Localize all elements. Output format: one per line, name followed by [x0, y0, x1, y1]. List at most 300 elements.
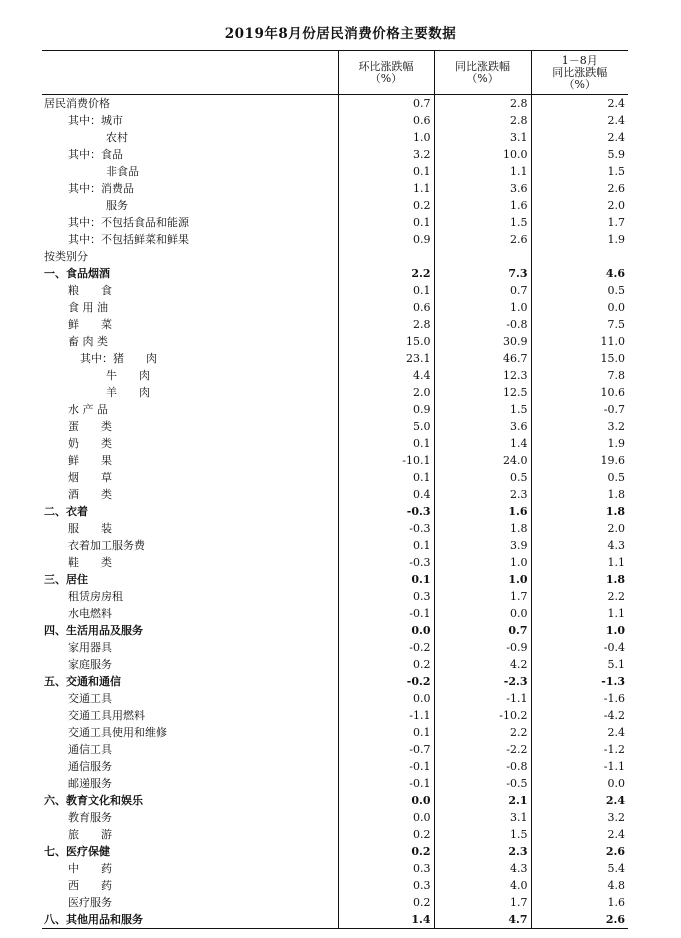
- table-row: [42, 231, 628, 248]
- value-ytd: 15.0: [531, 350, 628, 367]
- table-row: [42, 418, 628, 435]
- table-row: [42, 95, 628, 113]
- category-row: [42, 673, 628, 690]
- value-mom: 4.4: [338, 367, 434, 384]
- row-label-cell: [42, 452, 338, 469]
- table-row: [42, 163, 628, 180]
- row-label-cell: [42, 316, 338, 333]
- row-label: 鞋 类: [68, 556, 112, 569]
- row-label: 烟 草: [68, 471, 112, 484]
- value-mom: 3.2: [338, 146, 434, 163]
- value-mom: 1.0: [338, 129, 434, 146]
- value-ytd: 2.4: [531, 724, 628, 741]
- row-label: 其中：不包括鲜菜和鲜果: [68, 233, 189, 246]
- value-ytd: 19.6: [531, 452, 628, 469]
- value-mom: 0.9: [338, 401, 434, 418]
- value-ytd: -1.6: [531, 690, 628, 707]
- row-label: 水 产 品: [68, 403, 108, 416]
- row-label-cell: [42, 826, 338, 843]
- row-label: 居民消费价格: [44, 97, 110, 110]
- value-ytd: 1.9: [531, 231, 628, 248]
- row-label-cell: [42, 333, 338, 350]
- row-label: 交通工具: [68, 692, 112, 705]
- row-label-cell: [42, 690, 338, 707]
- value-yoy: 30.9: [434, 333, 531, 350]
- value-mom: -1.1: [338, 707, 434, 724]
- row-label: 二、衣着: [44, 505, 88, 518]
- value-mom: 0.1: [338, 214, 434, 231]
- row-label: 畜 肉 类: [68, 335, 108, 348]
- header-mom-label: 环比涨跌幅: [358, 59, 414, 73]
- row-label-cell: [42, 282, 338, 299]
- row-label-cell: [42, 673, 338, 690]
- row-label-cell: [42, 588, 338, 605]
- header-yoy-unit: （%）: [466, 71, 499, 85]
- row-label-cell: [42, 265, 338, 282]
- value-yoy: 0.7: [434, 622, 531, 639]
- value-mom: 0.2: [338, 894, 434, 911]
- value-mom: -0.3: [338, 520, 434, 537]
- table-row: [42, 401, 628, 418]
- value-yoy: 0.5: [434, 469, 531, 486]
- value-mom: 0.2: [338, 843, 434, 860]
- value-ytd: 2.6: [531, 180, 628, 197]
- row-label-cell: [42, 758, 338, 775]
- row-label-cell: [42, 401, 338, 418]
- value-yoy: 7.3: [434, 265, 531, 282]
- value-mom: -0.3: [338, 503, 434, 520]
- value-ytd: 2.0: [531, 520, 628, 537]
- row-label-cell: [42, 571, 338, 588]
- value-mom: -0.1: [338, 605, 434, 622]
- value-yoy: 1.0: [434, 299, 531, 316]
- value-yoy: 1.5: [434, 214, 531, 231]
- value-yoy: 1.1: [434, 163, 531, 180]
- value-ytd: 0.5: [531, 469, 628, 486]
- row-label: 鲜 果: [68, 454, 112, 467]
- row-label-cell: [42, 707, 338, 724]
- row-label: 四、生活用品及服务: [44, 624, 143, 637]
- row-label: 七、医疗保健: [44, 845, 110, 858]
- value-yoy: 1.5: [434, 401, 531, 418]
- value-mom: 0.6: [338, 112, 434, 129]
- row-label: 其中：猪 肉: [80, 352, 157, 365]
- row-label: 家庭服务: [68, 658, 112, 671]
- row-label: 通信工具: [68, 743, 112, 756]
- table-row: [42, 180, 628, 197]
- value-ytd: 4.6: [531, 265, 628, 282]
- value-ytd: 2.2: [531, 588, 628, 605]
- table-row: [42, 299, 628, 316]
- table-row: [42, 809, 628, 826]
- value-ytd: 1.1: [531, 554, 628, 571]
- row-label-cell: [42, 214, 338, 231]
- value-ytd: -4.2: [531, 707, 628, 724]
- value-mom: 2.8: [338, 316, 434, 333]
- table-row: [42, 350, 628, 367]
- row-label: 其中：城市: [68, 114, 123, 127]
- row-label-cell: [42, 809, 338, 826]
- value-yoy: 2.2: [434, 724, 531, 741]
- value-mom: 0.2: [338, 656, 434, 673]
- table-row: [42, 537, 628, 554]
- value-mom: 0.0: [338, 622, 434, 639]
- value-ytd: 2.4: [531, 826, 628, 843]
- table-row: [42, 112, 628, 129]
- table-row: [42, 520, 628, 537]
- row-label-cell: [42, 537, 338, 554]
- category-row: [42, 911, 628, 929]
- value-ytd: -1.1: [531, 758, 628, 775]
- value-ytd: 2.6: [531, 843, 628, 860]
- value-mom: -0.1: [338, 775, 434, 792]
- row-label: 牛 肉: [106, 369, 150, 382]
- value-ytd: [531, 248, 628, 265]
- row-label-cell: [42, 350, 338, 367]
- table-row: [42, 554, 628, 571]
- value-mom: 0.3: [338, 860, 434, 877]
- table-row: [42, 724, 628, 741]
- table-row: [42, 826, 628, 843]
- row-label-cell: [42, 622, 338, 639]
- header-yoy-label: 同比涨跌幅: [455, 59, 510, 73]
- row-label: 服务: [106, 199, 128, 212]
- value-yoy: 4.7: [434, 911, 531, 929]
- row-label: 水电燃料: [68, 607, 112, 620]
- value-ytd: -0.4: [531, 639, 628, 656]
- table-row: [42, 367, 628, 384]
- value-mom: -0.2: [338, 673, 434, 690]
- value-yoy: 1.4: [434, 435, 531, 452]
- value-yoy: 3.6: [434, 418, 531, 435]
- value-yoy: 4.0: [434, 877, 531, 894]
- value-yoy: -1.1: [434, 690, 531, 707]
- value-yoy: 0.0: [434, 605, 531, 622]
- value-mom: 0.7: [338, 95, 434, 113]
- value-mom: 0.0: [338, 792, 434, 809]
- table-row: [42, 435, 628, 452]
- row-label-cell: [42, 877, 338, 894]
- value-ytd: 5.1: [531, 656, 628, 673]
- table-header-row: [42, 51, 628, 95]
- header-mom: [338, 51, 434, 95]
- value-yoy: 2.3: [434, 486, 531, 503]
- row-label-cell: [42, 163, 338, 180]
- value-ytd: 7.5: [531, 316, 628, 333]
- value-mom: 0.0: [338, 809, 434, 826]
- value-mom: 0.3: [338, 877, 434, 894]
- table-row: [42, 333, 628, 350]
- row-label-cell: [42, 418, 338, 435]
- value-yoy: 1.7: [434, 894, 531, 911]
- table-row: [42, 588, 628, 605]
- value-yoy: 12.3: [434, 367, 531, 384]
- value-ytd: 2.6: [531, 911, 628, 929]
- row-label: 通信服务: [68, 760, 112, 773]
- value-mom: -0.7: [338, 741, 434, 758]
- table-row: [42, 656, 628, 673]
- row-label-cell: [42, 792, 338, 809]
- value-mom: 0.0: [338, 690, 434, 707]
- row-label-cell: [42, 95, 338, 113]
- value-mom: 0.4: [338, 486, 434, 503]
- row-label: 中 药: [68, 862, 112, 875]
- value-yoy: 1.7: [434, 588, 531, 605]
- value-yoy: -0.9: [434, 639, 531, 656]
- table-row: [42, 214, 628, 231]
- row-label-cell: [42, 503, 338, 520]
- header-ytd-label: 同比涨跌幅: [552, 65, 608, 79]
- table-row: [42, 469, 628, 486]
- value-ytd: 0.5: [531, 282, 628, 299]
- row-label: 邮递服务: [68, 777, 112, 790]
- row-label-cell: [42, 435, 338, 452]
- value-mom: 0.9: [338, 231, 434, 248]
- value-ytd: 1.8: [531, 571, 628, 588]
- row-label: 交通工具使用和维修: [68, 726, 167, 739]
- value-mom: 2.0: [338, 384, 434, 401]
- row-label: 食 用 油: [68, 301, 108, 314]
- value-yoy: 2.8: [434, 95, 531, 113]
- value-ytd: 5.4: [531, 860, 628, 877]
- row-label: 租赁房房租: [68, 590, 123, 603]
- value-mom: [338, 248, 434, 265]
- value-mom: 1.1: [338, 180, 434, 197]
- row-label: 衣着加工服务费: [68, 539, 145, 552]
- row-label-cell: [42, 112, 338, 129]
- row-label: 非食品: [106, 165, 139, 178]
- value-ytd: 7.8: [531, 367, 628, 384]
- value-yoy: 2.1: [434, 792, 531, 809]
- row-label-cell: [42, 554, 338, 571]
- row-label-cell: [42, 741, 338, 758]
- header-ytd: [531, 51, 628, 95]
- value-yoy: -0.8: [434, 316, 531, 333]
- value-yoy: 1.0: [434, 554, 531, 571]
- value-yoy: 1.6: [434, 503, 531, 520]
- value-yoy: -2.3: [434, 673, 531, 690]
- table-row: [42, 452, 628, 469]
- table-row: [42, 894, 628, 911]
- row-label-cell: [42, 367, 338, 384]
- value-yoy: 4.3: [434, 860, 531, 877]
- value-ytd: -1.3: [531, 673, 628, 690]
- value-yoy: 4.2: [434, 656, 531, 673]
- value-ytd: -1.2: [531, 741, 628, 758]
- value-mom: 0.1: [338, 724, 434, 741]
- value-ytd: 2.4: [531, 129, 628, 146]
- value-yoy: 3.6: [434, 180, 531, 197]
- row-label-cell: [42, 520, 338, 537]
- value-mom: 0.1: [338, 435, 434, 452]
- row-label-cell: [42, 469, 338, 486]
- value-yoy: 1.0: [434, 571, 531, 588]
- row-label-cell: [42, 180, 338, 197]
- value-yoy: [434, 248, 531, 265]
- value-mom: 0.1: [338, 163, 434, 180]
- value-mom: 1.4: [338, 911, 434, 929]
- value-ytd: 5.9: [531, 146, 628, 163]
- value-yoy: 46.7: [434, 350, 531, 367]
- header-mom-unit: （%）: [369, 71, 403, 85]
- table-row: [42, 605, 628, 622]
- value-ytd: 1.5: [531, 163, 628, 180]
- value-ytd: 1.8: [531, 486, 628, 503]
- table-row: [42, 758, 628, 775]
- value-ytd: 11.0: [531, 333, 628, 350]
- row-label-cell: [42, 129, 338, 146]
- value-yoy: 1.5: [434, 826, 531, 843]
- header-ytd-unit: （%）: [563, 77, 596, 91]
- header-yoy: [434, 51, 531, 95]
- row-label: 教育服务: [68, 811, 112, 824]
- cpi-table: [42, 50, 628, 929]
- table-row: [42, 775, 628, 792]
- row-label: 服 装: [68, 522, 112, 535]
- value-ytd: 1.8: [531, 503, 628, 520]
- value-mom: 0.3: [338, 588, 434, 605]
- row-label: 三、居住: [44, 573, 88, 586]
- row-label-cell: [42, 248, 338, 265]
- header-ytd-period: 1－8月: [561, 53, 598, 67]
- category-row: [42, 622, 628, 639]
- row-label-cell: [42, 639, 338, 656]
- value-ytd: 1.7: [531, 214, 628, 231]
- row-label: 八、其他用品和服务: [44, 913, 143, 926]
- value-ytd: 0.0: [531, 299, 628, 316]
- value-mom: 0.2: [338, 197, 434, 214]
- table-row: [42, 316, 628, 333]
- value-ytd: 2.4: [531, 792, 628, 809]
- row-label: 粮 食: [68, 284, 112, 297]
- value-mom: -0.2: [338, 639, 434, 656]
- value-mom: 2.2: [338, 265, 434, 282]
- value-yoy: 1.8: [434, 520, 531, 537]
- table-row: [42, 486, 628, 503]
- row-label: 一、食品烟酒: [44, 267, 110, 280]
- row-label: 鲜 菜: [68, 318, 112, 331]
- value-ytd: 3.2: [531, 809, 628, 826]
- value-ytd: 4.8: [531, 877, 628, 894]
- row-label-cell: [42, 894, 338, 911]
- table-row: [42, 197, 628, 214]
- row-label-cell: [42, 656, 338, 673]
- value-ytd: 2.4: [531, 112, 628, 129]
- row-label-cell: [42, 486, 338, 503]
- row-label: 其中：消费品: [68, 182, 134, 195]
- value-yoy: 3.9: [434, 537, 531, 554]
- value-mom: 5.0: [338, 418, 434, 435]
- row-label: 医疗服务: [68, 896, 112, 909]
- value-yoy: 2.6: [434, 231, 531, 248]
- table-row: [42, 129, 628, 146]
- row-label-cell: [42, 860, 338, 877]
- value-ytd: 2.4: [531, 95, 628, 113]
- row-label: 农村: [106, 131, 128, 144]
- value-mom: 23.1: [338, 350, 434, 367]
- row-label-cell: [42, 197, 338, 214]
- table-row: [42, 860, 628, 877]
- table-row: [42, 741, 628, 758]
- row-label-cell: [42, 911, 338, 929]
- value-ytd: 3.2: [531, 418, 628, 435]
- row-label: 其中：食品: [68, 148, 123, 161]
- value-yoy: 2.8: [434, 112, 531, 129]
- value-ytd: 4.3: [531, 537, 628, 554]
- value-yoy: -0.8: [434, 758, 531, 775]
- value-yoy: -2.2: [434, 741, 531, 758]
- table-row: [42, 707, 628, 724]
- row-label-cell: [42, 231, 338, 248]
- row-label-cell: [42, 843, 338, 860]
- row-label: 羊 肉: [106, 386, 150, 399]
- row-label-cell: [42, 299, 338, 316]
- row-label: 五、交通和通信: [44, 675, 121, 688]
- category-row: [42, 503, 628, 520]
- category-row: [42, 792, 628, 809]
- table-row: [42, 384, 628, 401]
- row-label: 其中：不包括食品和能源: [68, 216, 189, 229]
- value-mom: -0.3: [338, 554, 434, 571]
- table-row: [42, 639, 628, 656]
- row-label-cell: [42, 146, 338, 163]
- header-category: [42, 51, 338, 95]
- table-row: [42, 248, 628, 265]
- value-yoy: 2.3: [434, 843, 531, 860]
- table-row: [42, 877, 628, 894]
- row-label-cell: [42, 724, 338, 741]
- table-row: [42, 146, 628, 163]
- value-ytd: 10.6: [531, 384, 628, 401]
- value-mom: 0.1: [338, 571, 434, 588]
- value-yoy: 3.1: [434, 809, 531, 826]
- table-row: [42, 690, 628, 707]
- value-mom: 0.1: [338, 282, 434, 299]
- value-ytd: -0.7: [531, 401, 628, 418]
- value-yoy: -10.2: [434, 707, 531, 724]
- row-label: 按类别分: [44, 250, 88, 263]
- value-mom: 0.1: [338, 537, 434, 554]
- value-yoy: 3.1: [434, 129, 531, 146]
- row-label: 六、教育文化和娱乐: [44, 794, 143, 807]
- row-label: 西 药: [68, 879, 112, 892]
- row-label-cell: [42, 384, 338, 401]
- value-ytd: 2.0: [531, 197, 628, 214]
- value-yoy: 10.0: [434, 146, 531, 163]
- row-label: 旅 游: [68, 828, 112, 841]
- value-mom: 0.6: [338, 299, 434, 316]
- value-mom: 15.0: [338, 333, 434, 350]
- value-ytd: 1.6: [531, 894, 628, 911]
- category-row: [42, 265, 628, 282]
- value-yoy: 24.0: [434, 452, 531, 469]
- row-label-cell: [42, 775, 338, 792]
- value-mom: 0.2: [338, 826, 434, 843]
- value-ytd: 0.0: [531, 775, 628, 792]
- value-yoy: 1.6: [434, 197, 531, 214]
- value-ytd: 1.0: [531, 622, 628, 639]
- row-label: 蛋 类: [68, 420, 112, 433]
- value-yoy: 12.5: [434, 384, 531, 401]
- table-row: [42, 282, 628, 299]
- row-label-cell: [42, 605, 338, 622]
- row-label: 奶 类: [68, 437, 112, 450]
- category-row: [42, 571, 628, 588]
- value-mom: -10.1: [338, 452, 434, 469]
- row-label: 酒 类: [68, 488, 112, 501]
- value-ytd: 1.1: [531, 605, 628, 622]
- value-yoy: 0.7: [434, 282, 531, 299]
